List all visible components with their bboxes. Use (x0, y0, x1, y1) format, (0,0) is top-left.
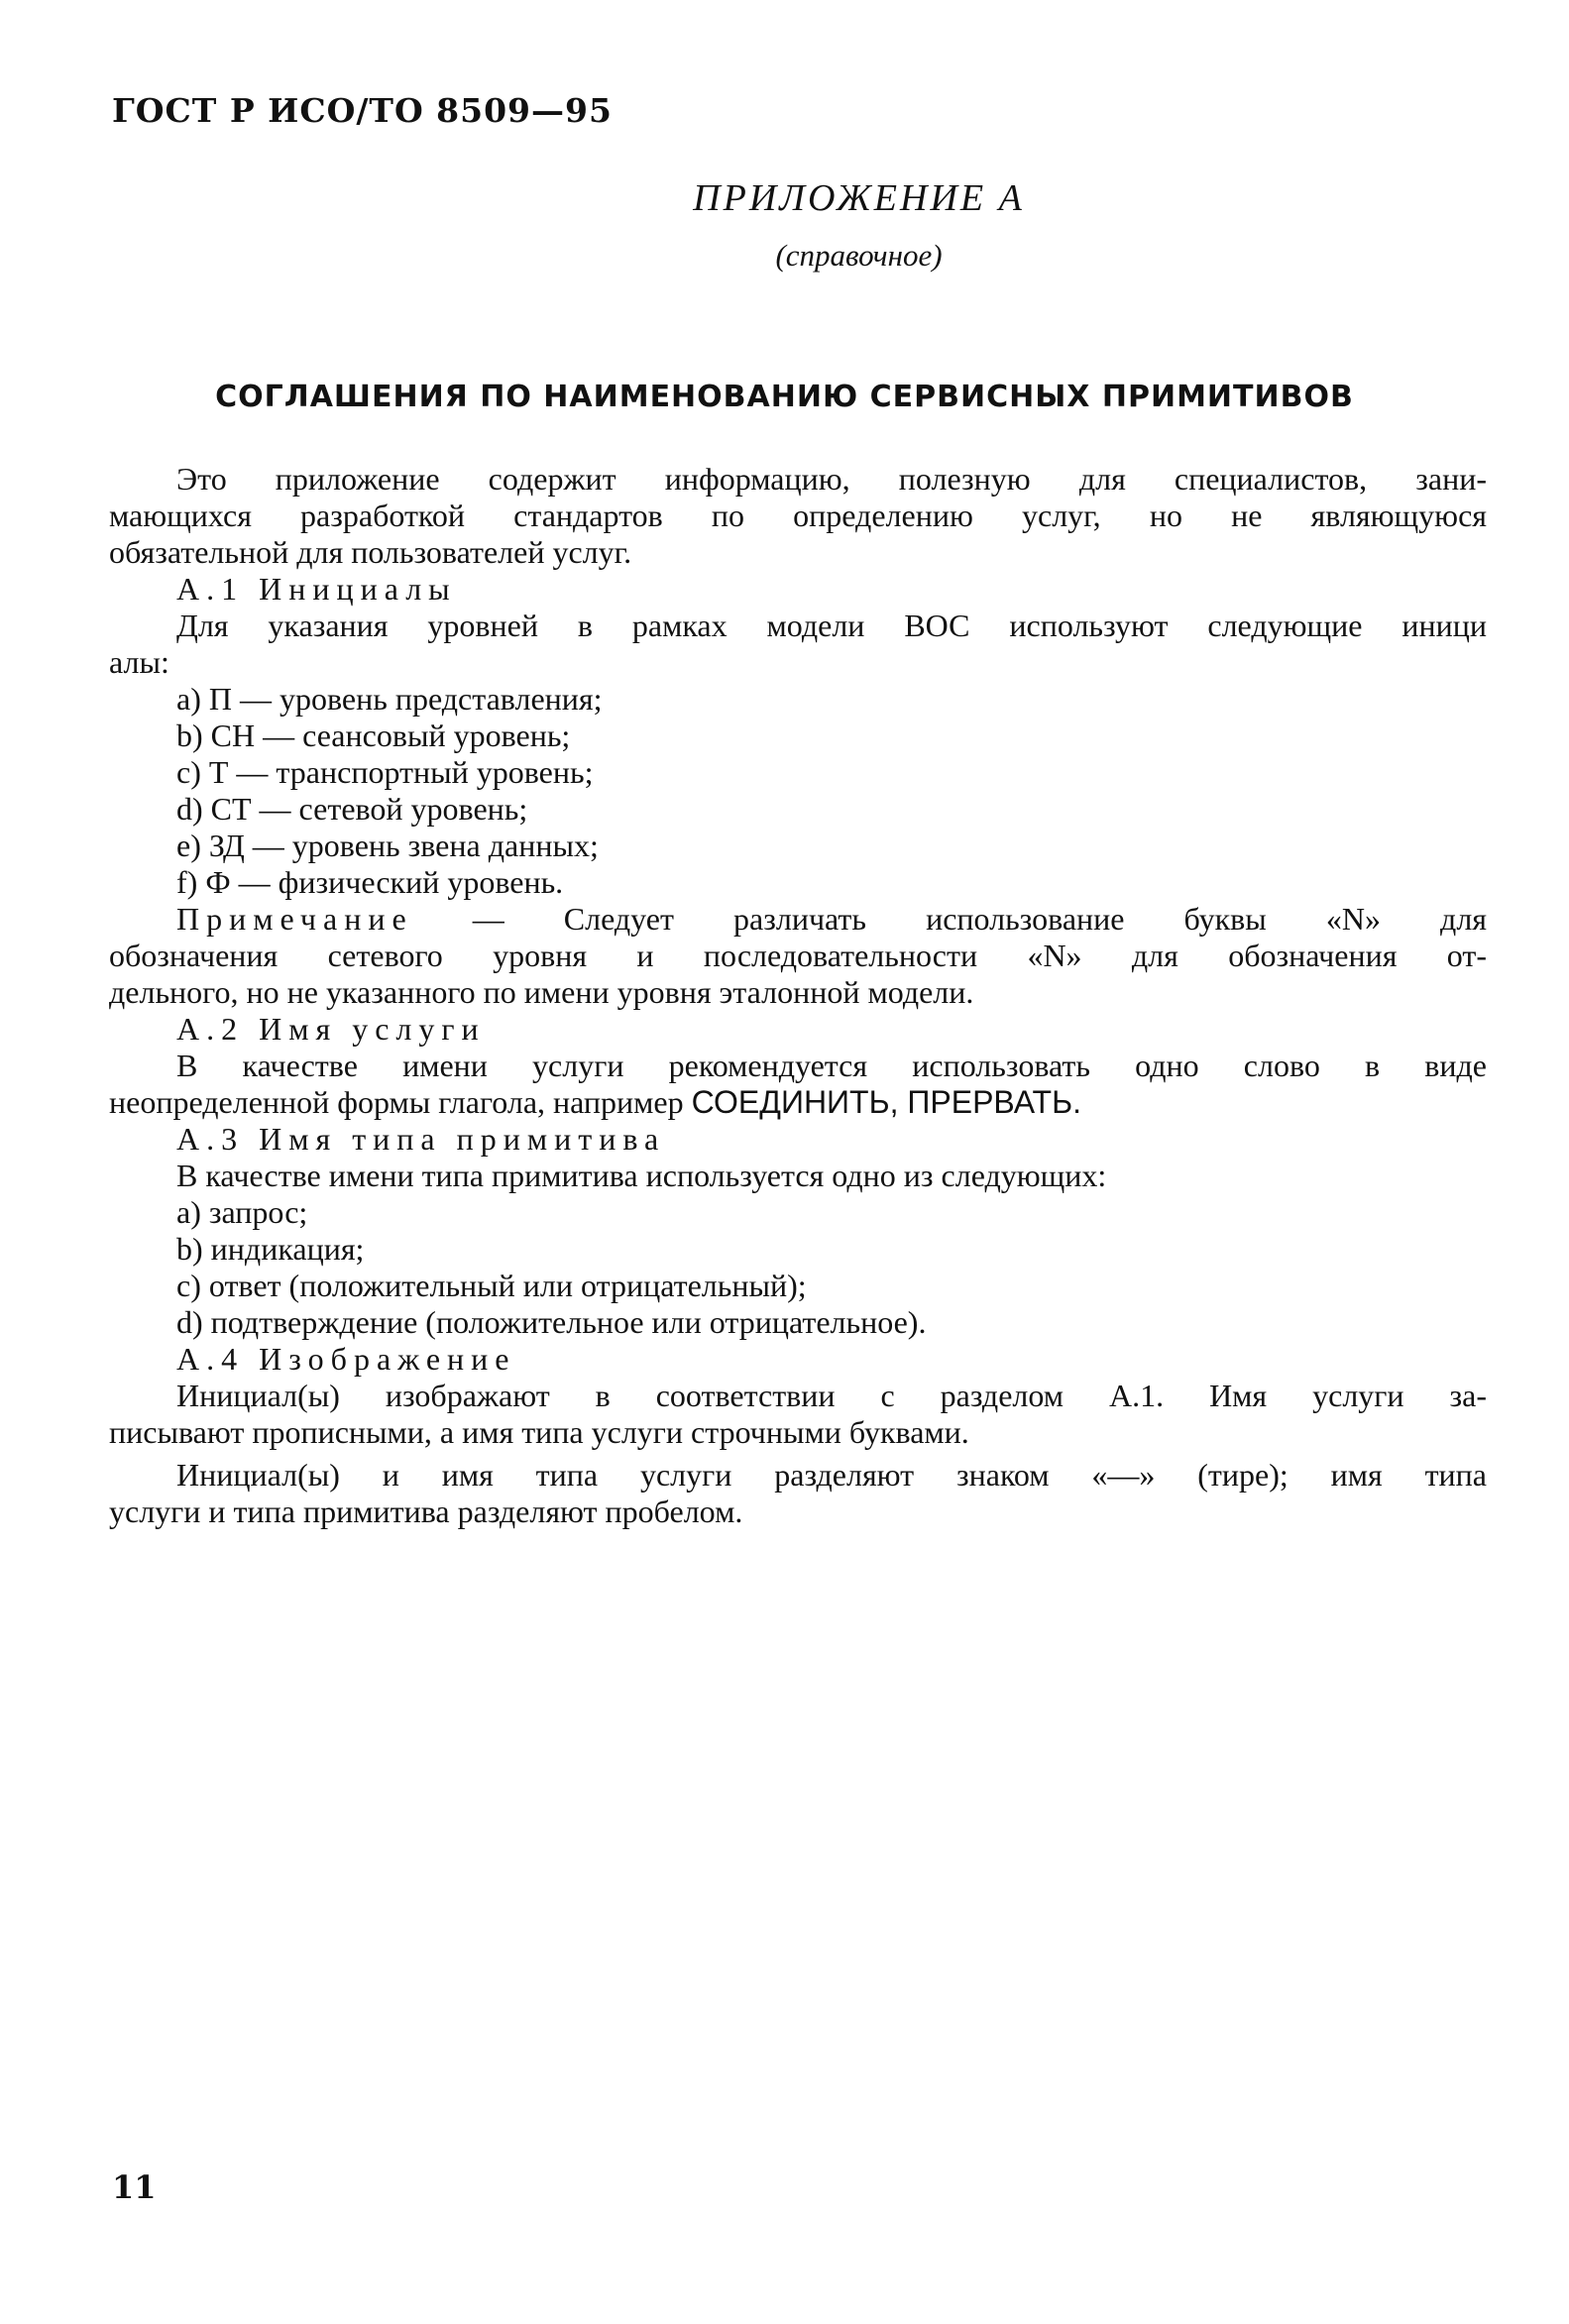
a1-list-item: a) П — уровень представления; (176, 681, 603, 717)
section-title: СОГЛАШЕНИЯ ПО НАИМЕНОВАНИЮ СЕРВИСНЫХ ПРИМИТИВОВ (215, 380, 1354, 414)
a3-list-item: c) ответ (положительный или отрицательный); (176, 1268, 807, 1303)
a1-list-item: e) ЗД — уровень звена данных; (176, 828, 599, 863)
a3-list-item: d) подтверждение (положительное или отрицательное). (176, 1304, 927, 1340)
document-header: ГОСТ Р ИСО/ТО 8509—95 (112, 91, 613, 130)
intro-line: обязательной для пользователей услуг. (109, 534, 632, 570)
a4-paragraph-line: Инициал(ы) и имя типа услуги разделяют знаком «—» (тире); имя типа (176, 1457, 1487, 1493)
a2-example: СОЕДИНИТЬ, ПРЕРВАТЬ. (691, 1084, 1081, 1120)
appendix-subtitle: (справочное) (775, 238, 943, 273)
section-heading-a2: А.2 Имя услуги (176, 1011, 486, 1047)
a4-paragraph-line: услуги и типа примитива разделяют пробелом. (109, 1494, 743, 1529)
a2-text: неопределенной формы глагола, например (109, 1084, 692, 1120)
note-text: — Следует различать использование буквы «N» для (412, 901, 1487, 937)
intro-line: Это приложение содержит информацию, полезную для специалистов, зани- (176, 461, 1487, 497)
a1-list-item: b) СН — сеансовый уровень; (176, 718, 571, 753)
section-heading-a1: А.1 Инициалы (176, 571, 457, 607)
note-line (109, 901, 1487, 938)
appendix-title: ПРИЛОЖЕНИЕ А (693, 177, 1025, 219)
intro-line: мающихся разработкой стандартов по определению услуг, но не являющуюся (109, 498, 1487, 533)
a1-text-line: алы: (109, 644, 169, 680)
section-heading-a3: А.3 Имя типа примитива (176, 1121, 666, 1157)
a3-list-item: a) запрос; (176, 1194, 308, 1230)
note-line: обозначения сетевого уровня и последовательности «N» для обозначения от- (109, 938, 1487, 973)
a1-list-item: d) СТ — сетевой уровень; (176, 791, 528, 827)
note-label: Примечание (176, 901, 413, 937)
page-number: 11 (112, 2168, 157, 2206)
a2-text-line: В качестве имени услуги рекомендуется использовать одно слово в виде (176, 1048, 1487, 1083)
section-heading-a4: А.4 Изображение (176, 1341, 516, 1377)
note-line: дельного, но не указанного по имени уровня эталонной модели. (109, 974, 974, 1010)
a1-text-line: Для указания уровней в рамках модели ВОС используют следующие иници (176, 608, 1487, 643)
a2-text-line (109, 1084, 1487, 1121)
a4-paragraph-line: писывают прописными, а имя типа услуги строчными буквами. (109, 1414, 969, 1450)
a3-list-item: b) индикация; (176, 1231, 365, 1267)
a4-paragraph-line: Инициал(ы) изображают в соответствии с разделом А.1. Имя услуги за- (176, 1378, 1487, 1413)
a3-text-line: В качестве имени типа примитива используется одно из следующих: (176, 1158, 1107, 1193)
a1-list-item: f) Ф — физический уровень. (176, 864, 564, 900)
a1-list-item: c) Т — транспортный уровень; (176, 754, 594, 790)
document-body (109, 461, 1487, 1530)
